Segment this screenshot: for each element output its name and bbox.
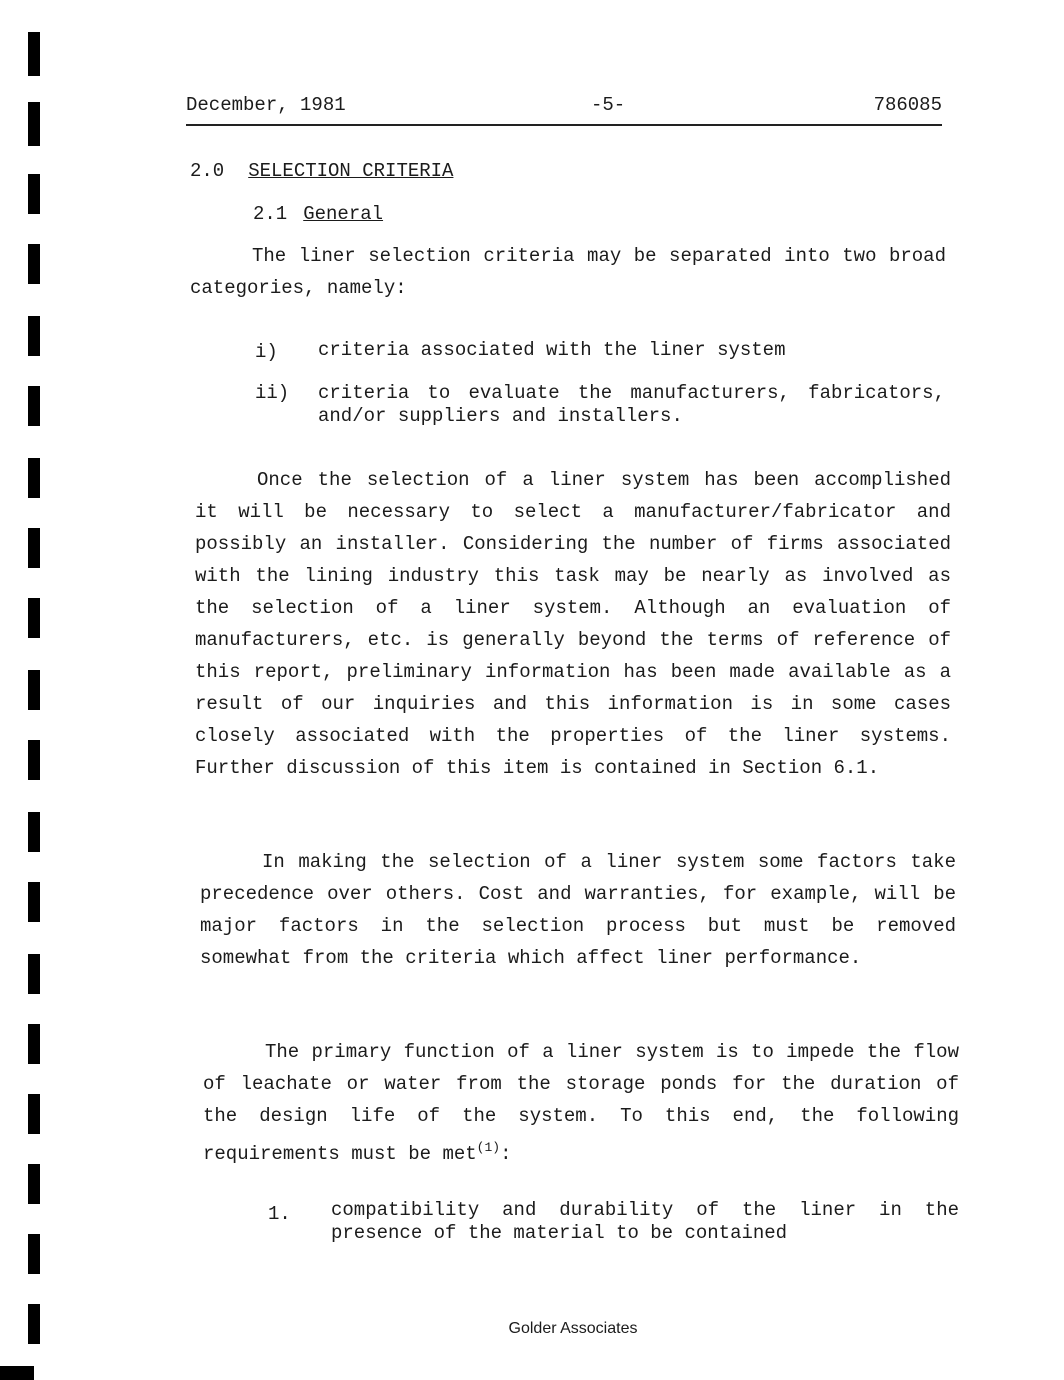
paragraph-text: The primary function of a liner system is to impede the flow of leachate or water from the storage ponds for the duration of the design life of the system. To this end, the following requirements must be met	[203, 1041, 959, 1165]
list-marker: 1.	[268, 1203, 291, 1225]
paragraph-text: In making the selection of a liner system some factors take precedence over others. Cost and warranties, for example, will be major factors in the selection process but must be removed somewhat from the criteria which affect liner performance.	[200, 851, 956, 969]
binding-mark	[28, 386, 40, 426]
paragraph-firm-selection	[195, 464, 951, 784]
binding-mark	[28, 244, 40, 284]
binding-mark	[28, 458, 40, 498]
list-item	[255, 341, 947, 365]
binding-mark	[28, 174, 40, 214]
binding-mark	[28, 1094, 40, 1134]
binding-mark	[28, 1164, 40, 1204]
document-number: 786085	[873, 94, 942, 116]
list-item-text: criteria to evaluate the manufacturers, fabricators, and/or suppliers and installers.	[318, 382, 945, 427]
section-title: SELECTION CRITERIA	[248, 160, 454, 182]
binding-mark	[28, 316, 40, 356]
binding-mark	[28, 954, 40, 994]
binding-mark	[28, 528, 40, 568]
reference-superscript: (1)	[476, 1140, 501, 1155]
list-item-text: criteria associated with the liner system	[318, 339, 786, 361]
binding-mark	[28, 102, 40, 146]
binding-mark	[28, 32, 40, 76]
list-item-text: compatibility and durability of the liner in the presence of the material to be contained	[331, 1199, 959, 1244]
intro-paragraph	[190, 240, 946, 304]
list-item	[255, 382, 947, 430]
list-marker: i)	[255, 341, 278, 363]
paragraph-selection-factors	[200, 846, 956, 974]
paragraph-primary-function	[203, 1036, 959, 1170]
paragraph-text: Once the selection of a liner system has been accomplished it will be necessary to select a manufacturer/fabricator and possibly an installer. Considering the number of firms associated with the lining industry this task may be nearly as involved as the selection of a liner system. Although an evaluation of manufacturers, etc. is generally beyond the terms of reference of this report, preliminary information has been made available as a result of our inquiries and this information is in some cases closely associated with the properties of the liner systems. Further discussion of this item is contained in Section 6.1.	[195, 469, 951, 779]
list-item	[268, 1199, 960, 1247]
binding-mark	[28, 670, 40, 710]
footer-company-name: Golder Associates	[508, 1320, 638, 1337]
header-date: December, 1981	[186, 94, 346, 116]
section-number: 2.0	[190, 160, 225, 182]
list-marker: ii)	[255, 382, 290, 404]
page-number: -5-	[591, 94, 626, 116]
subsection-number: 2.1	[253, 203, 288, 225]
subsection-title: General	[303, 203, 384, 225]
binding-mark	[28, 1024, 40, 1064]
page-header	[186, 94, 942, 126]
binding-mark	[28, 740, 40, 780]
section-heading	[190, 160, 453, 182]
subsection-heading	[253, 203, 383, 225]
binding-mark	[28, 598, 40, 638]
binding-mark	[28, 1234, 40, 1274]
binding-mark	[28, 882, 40, 922]
intro-text: The liner selection criteria may be separated into two broad categories, namely:	[190, 245, 946, 299]
paragraph-end-punctuation: :	[500, 1143, 512, 1165]
binding-mark	[0, 1366, 34, 1380]
binding-mark	[28, 812, 40, 852]
